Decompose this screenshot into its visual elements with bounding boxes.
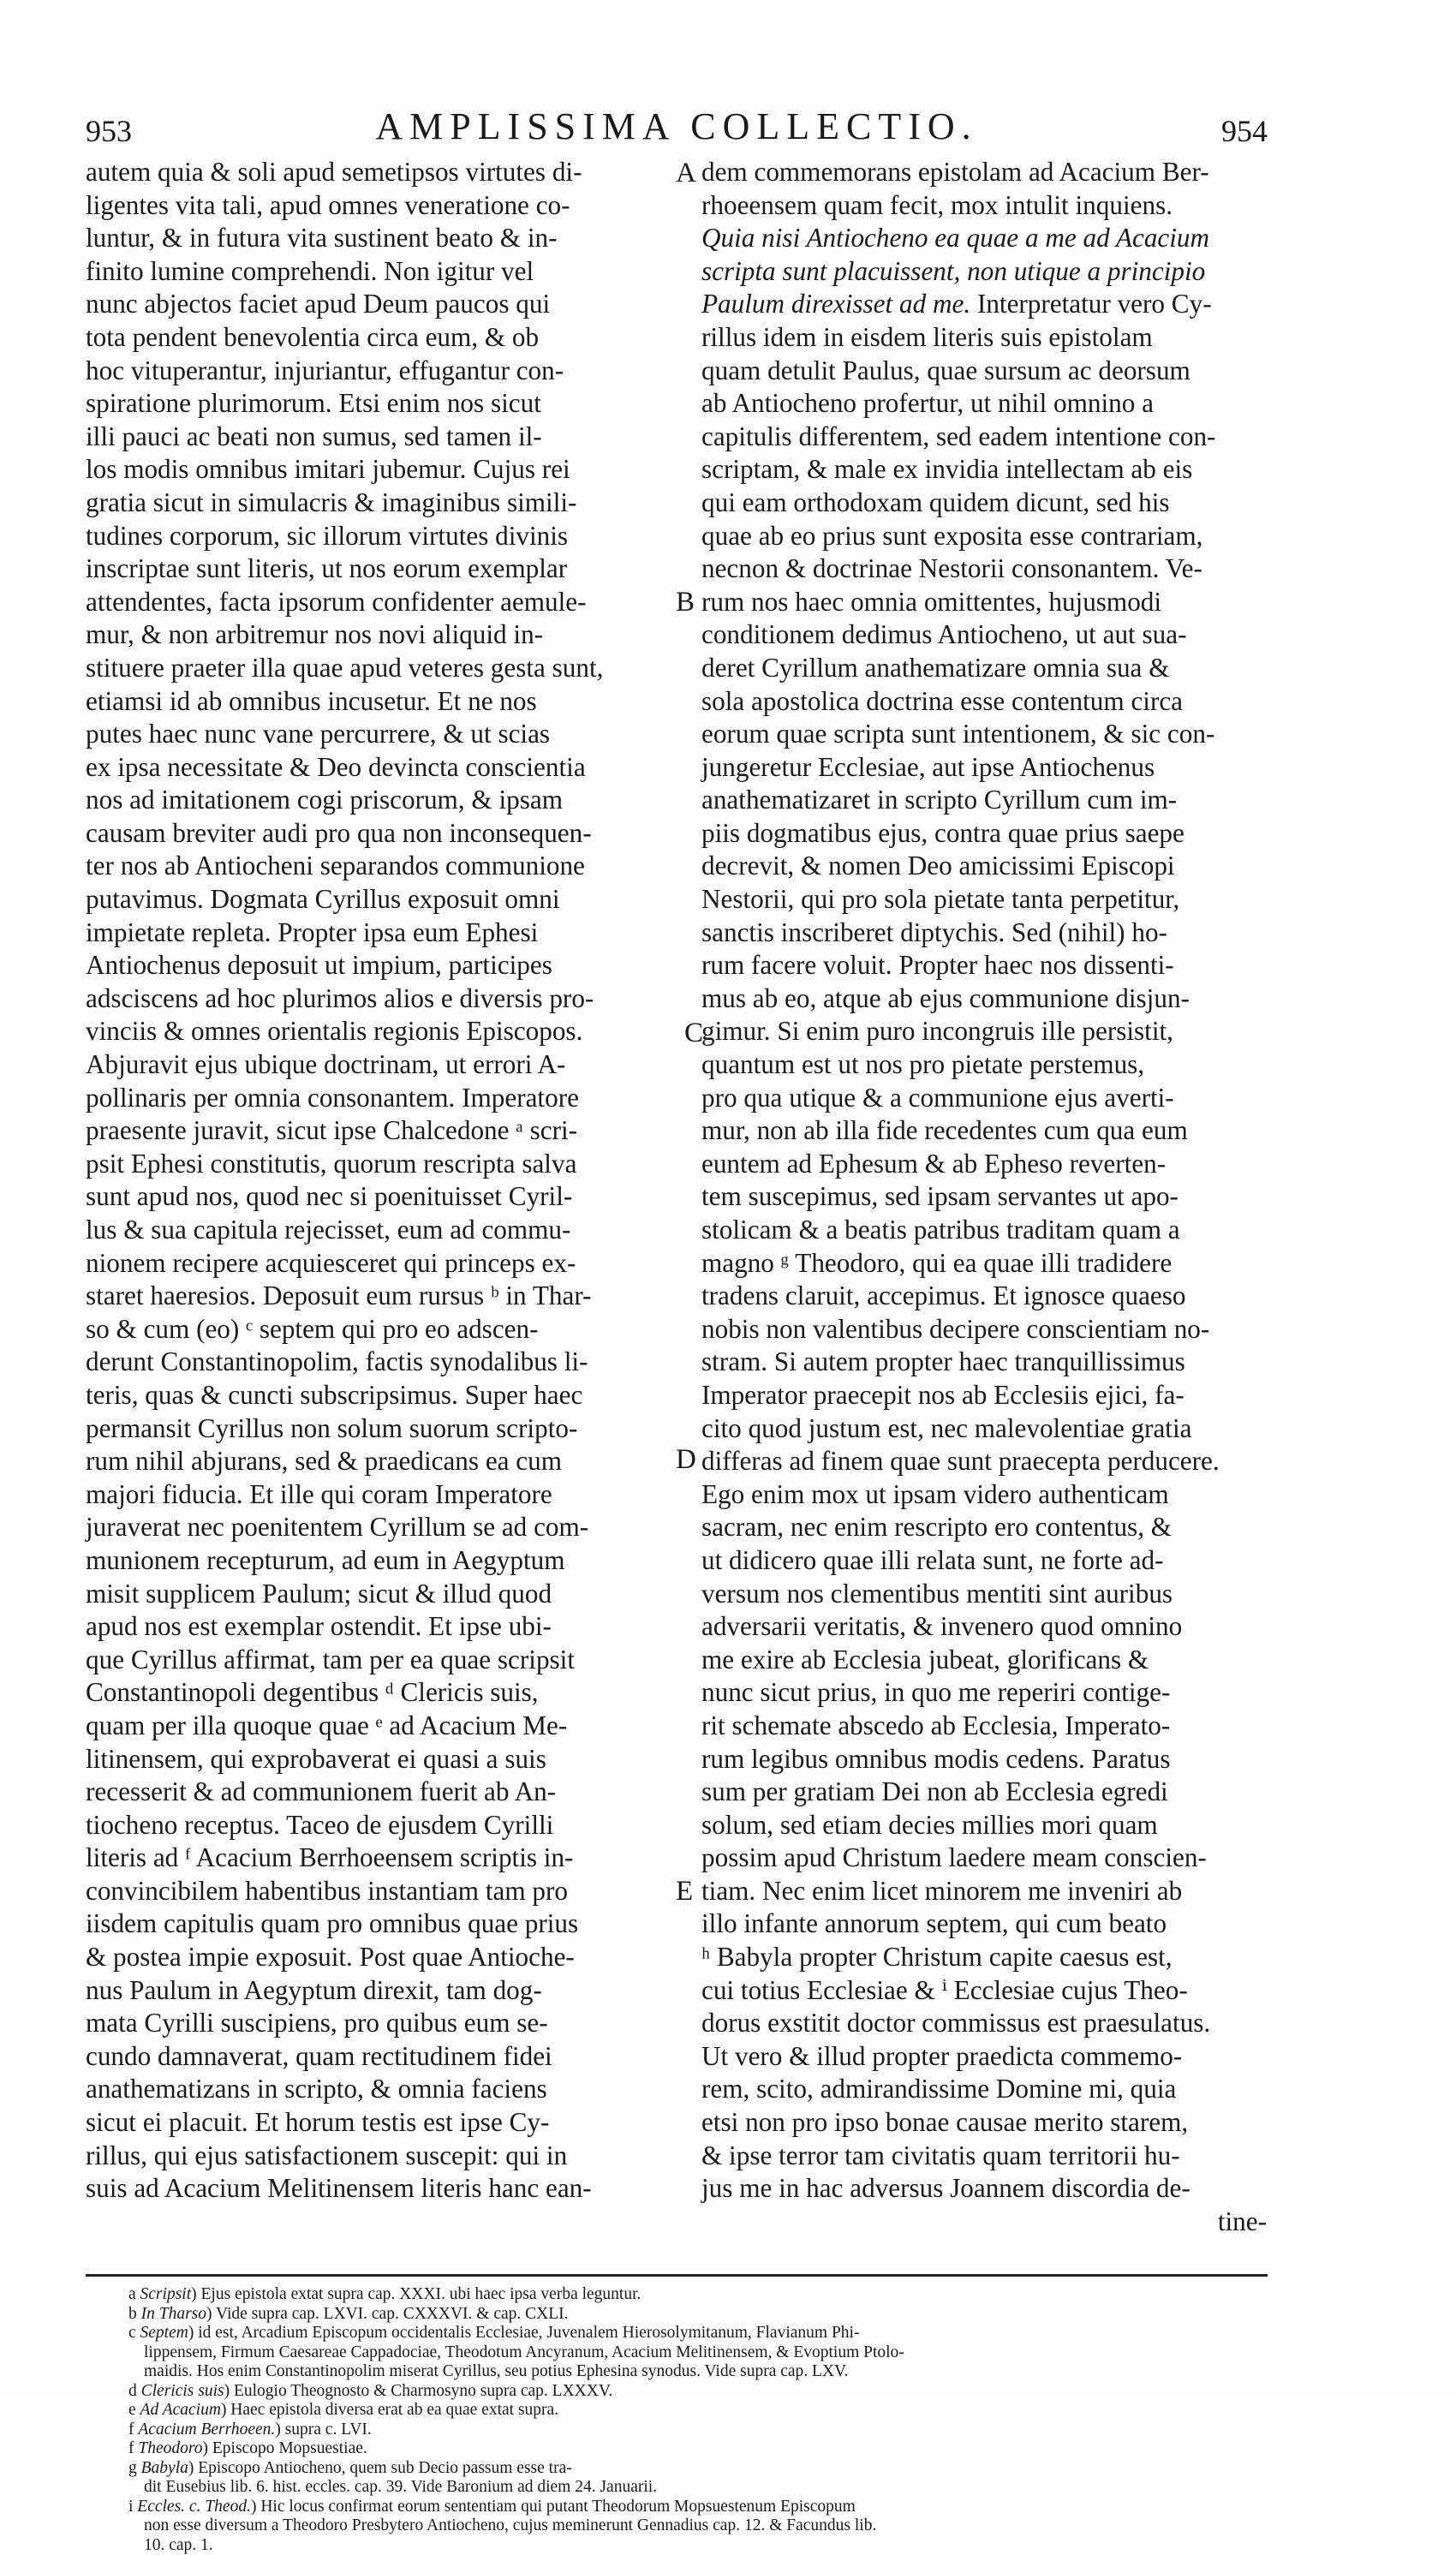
text-line: tiam. Nec enim licet minorem me inveniri ab — [701, 1875, 1267, 1908]
text-line: ter nos ab Antiocheni separandos communione — [86, 850, 649, 883]
footnote-text: dit Eusebius lib. 6. hist. eccles. cap. 39. Vide Baronium ad diem 24. Januarii. — [144, 2478, 657, 2496]
text-line: que Cyrillus affirmat, tam per ea quae scripsit — [86, 1644, 649, 1677]
text-line: etsi non pro ipso bonae causae merito starem, — [701, 2106, 1267, 2140]
text-line: necnon & doctrinae Nestorii consonantem. Ve- — [701, 552, 1267, 586]
text-line: euntem ad Ephesum & ab Epheso reverten- — [701, 1148, 1267, 1181]
footnote-key: g — [128, 2459, 141, 2477]
page-number-right: 954 — [1221, 113, 1268, 149]
text-line: majori fiducia. Et ille qui coram Imperatore — [86, 1478, 649, 1512]
text-line: capitulis differentem, sed eadem intentione con- — [701, 421, 1267, 454]
text-line: quantum est ut nos pro pietate perstemus, — [701, 1048, 1267, 1082]
text-line: tudines corporum, sic illorum virtutes divinis — [86, 520, 649, 553]
text-line: inscriptae sunt literis, ut nos eorum exemplar — [86, 552, 649, 586]
text-line: Ut vero & illud propter praedicta commemo- — [701, 2040, 1267, 2074]
text-line: rillus, qui ejus satisfactionem suscepit: qui in — [86, 2140, 649, 2173]
text-line: stram. Si autem propter haec tranquillissimus — [701, 1346, 1267, 1379]
text-line: putes haec nunc vane percurrere, & ut scias — [86, 718, 649, 751]
text-line: eorum quae scripta sunt intentionem, & sic con- — [701, 718, 1267, 751]
text-line: conditionem dedimus Antiocheno, ut aut sua- — [701, 618, 1267, 652]
text-line: nionem recipere acquiesceret qui princeps ex- — [86, 1247, 649, 1280]
text-line: mur, non ab illa fide recedentes cum qua eum — [701, 1114, 1267, 1148]
footnote-reference: Clericis suis — [141, 2382, 224, 2400]
text-line: cui totius Ecclesiae & ⁱ Ecclesiae cujus Theo- — [701, 1974, 1267, 2008]
text-line: rum legibus omnibus modis cedens. Paratus — [701, 1743, 1267, 1776]
text-line: & ipse terror tam civitatis quam territorii hu- — [701, 2140, 1267, 2173]
text-line: versum nos clementibus mentiti sint auribus — [701, 1578, 1267, 1611]
text-line: adsciscens ad hoc plurimos alios e diversis pro- — [86, 982, 649, 1016]
page-header — [86, 101, 1268, 152]
footnote-text: maidis. Hos enim Constantinopolim miserat Cyrillus, seu potius Ephesina synodus. Vide supra cap. LXV. — [144, 2362, 848, 2380]
footnote-text: ) supra c. LVI. — [275, 2421, 371, 2439]
footnote-reference: Septem — [140, 2324, 188, 2342]
text-line: sum per gratiam Dei non ab Ecclesia egredi — [701, 1776, 1267, 1809]
text-line: munionem recepturum, ad eum in Aegyptum — [86, 1544, 649, 1578]
text-line: praesente juravit, sicut ipse Chalcedone ᵃ scri- — [86, 1114, 649, 1148]
text-line: illo infante annorum septem, qui cum beato — [701, 1907, 1267, 1941]
footnote-key: c — [128, 2324, 140, 2342]
text-line: jungeretur Ecclesiae, aut ipse Antiochenus — [701, 751, 1267, 785]
text-line: staret haeresios. Deposuit eum rursus ᵇ in Thar- — [86, 1280, 649, 1313]
text-line: nunc sicut prius, in quo me reperiri contige- — [701, 1676, 1267, 1710]
text-line: Antiochenus deposuit ut impium, participes — [86, 949, 649, 982]
text-line — [701, 288, 1267, 321]
footnote-reference: Scripsit — [140, 2285, 192, 2303]
footnote-key: b — [128, 2305, 141, 2323]
text-line: mus ab eo, atque ab ejus communione disjun- — [701, 982, 1267, 1016]
text-line: litinensem, qui exprobaverat ei quasi a suis — [86, 1743, 649, 1776]
text-line: attendentes, facta ipsorum confidenter aemule- — [86, 586, 649, 619]
text-line: mur, & non arbitremur nos novi aliquid in- — [86, 618, 649, 652]
footnote-key: e — [128, 2401, 140, 2419]
text-line: suis ad Acacium Melitinensem literis hanc ean- — [86, 2172, 649, 2206]
footnote-text: ) Hic locus confirmat eorum sententiam qui putant Theodorum Mopsuestenum Episcopum — [251, 2498, 856, 2516]
text-line: rit schemate abscedo ab Ecclesia, Imperato- — [701, 1710, 1267, 1743]
footnote-reference: Theodoro — [138, 2439, 202, 2457]
page-number-left: 953 — [86, 113, 132, 149]
text-line: finito lumine comprehendi. Non igitur vel — [86, 255, 649, 289]
text-line: tiocheno receptus. Taceo de ejusdem Cyrilli — [86, 1809, 649, 1842]
footnote — [128, 2536, 1259, 2555]
text-line: Constantinopoli degentibus ᵈ Clericis suis, — [86, 1676, 649, 1710]
footnote-text: ) Haec epistola diversa erat ab ea quae extat supra. — [221, 2401, 558, 2419]
text-line: psit Ephesi constitutis, quorum rescripta salva — [86, 1148, 649, 1181]
text-line: ut didicero quae illi relata sunt, ne forte ad- — [701, 1544, 1267, 1578]
text-line: Abjuravit ejus ubique doctrinam, ut errori A- — [86, 1048, 649, 1082]
text-line: decrevit, & nomen Deo amicissimi Episcopi — [701, 850, 1267, 883]
footnote-text: ) id est, Arcadium Episcopum occidentalis Ecclesiae, Juvenalem Hierosolymitanum, Flavianum Phi- — [188, 2324, 860, 2342]
text-line: vinciis & omnes orientalis regionis Episcopos. — [86, 1015, 649, 1048]
footnote-reference: Babyla — [141, 2459, 188, 2477]
text-line: mata Cyrilli suscipiens, pro quibus eum se- — [86, 2007, 649, 2040]
text-line: sicut ei placuit. Et horum testis est ipse Cy- — [86, 2106, 649, 2140]
text-line: rum nos haec omnia omittentes, hujusmodi — [701, 586, 1267, 619]
text-line: Quia nisi Antiocheno ea quae a me ad Acacium — [701, 222, 1267, 255]
text-line: tradens claruit, accepimus. Et ignosce quaeso — [701, 1280, 1267, 1313]
text-line: differas ad finem quae sunt praecepta perducere. — [701, 1445, 1267, 1478]
text-line: possim apud Christum laedere meam conscien- — [701, 1842, 1267, 1875]
text-line: magno ᵍ Theodoro, qui ea quae illi tradidere — [701, 1247, 1267, 1280]
text-line: recesserit & ad communionem fuerit ab An- — [86, 1776, 649, 1809]
footnote-reference: Ad Acacium — [140, 2401, 221, 2419]
text-line: permansit Cyrillus non solum suorum scripto- — [86, 1412, 649, 1446]
footnote — [128, 2343, 1259, 2363]
text-line: sanctis inscriberet diptychis. Sed (nihil) ho- — [701, 916, 1267, 950]
text-line: etiamsi id ab omnibus incusetur. Et ne nos — [86, 685, 649, 719]
text-line: cundo damnaverat, quam rectitudinem fidei — [86, 2040, 649, 2074]
footnote-text: ) Eulogio Theognosto & Charmosyno supra cap. LXXXV. — [224, 2382, 613, 2400]
footnote-text: lippensem, Firmum Caesareae Cappadociae, Theodotum Ancyranum, Acacium Melitinensem, & Evoptium Ptolo- — [144, 2343, 904, 2361]
footnote — [128, 2305, 1259, 2325]
text-line: tota pendent benevolentia circa eum, & ob — [86, 321, 649, 355]
margin-letter-e: E — [676, 1876, 693, 1907]
text-line: scripta sunt placuissent, non utique a principio — [701, 255, 1267, 289]
footnote — [128, 2498, 1259, 2517]
footnote — [128, 2439, 1259, 2459]
text-line: stolicam & a beatis patribus traditam quam a — [701, 1214, 1267, 1247]
footnote-reference: Eccles. c. Theod. — [137, 2498, 251, 2516]
text-line: adversarii veritatis, & invenero quod omnino — [701, 1610, 1267, 1644]
text-line: gratia sicut in simulacris & imaginibus simili- — [86, 487, 649, 520]
footnote — [128, 2478, 1259, 2498]
text-line: pollinaris per omnia consonantem. Imperatore — [86, 1082, 649, 1115]
text-line: autem quia & soli apud semetipsos virtutes di- — [86, 156, 649, 189]
text-line: sunt apud nos, quod nec si poenituisset Cyril- — [86, 1180, 649, 1214]
text-line: Imperator praecepit nos ab Ecclesiis ejici, fa- — [701, 1379, 1267, 1412]
text-line: solum, sed etiam decies millies mori quam — [701, 1809, 1267, 1842]
text-line: rum nihil abjurans, sed & praedicans ea cum — [86, 1445, 649, 1478]
text-line: ab Antiocheno profertur, ut nihil omnino a — [701, 387, 1267, 421]
text-line: convincibilem habentibus instantiam tam pro — [86, 1875, 649, 1908]
footnote — [128, 2516, 1259, 2536]
text-line: tine- — [701, 2206, 1267, 2239]
text-line: ligentes vita tali, apud omnes veneratione co- — [86, 189, 649, 223]
text-line: literis ad ᶠ Acacium Berrhoeensem scriptis in- — [86, 1842, 649, 1875]
text-line: iisdem capitulis quam pro omnibus quae prius — [86, 1907, 649, 1941]
text-line: impietate repleta. Propter ipsa eum Ephesi — [86, 916, 649, 950]
text-line: causam breviter audi pro qua non inconsequen- — [86, 817, 649, 851]
text-line: lus & sua capitula rejecisset, eum ad commu- — [86, 1214, 649, 1247]
footnote-text: ) Episcopo Mopsuestiae. — [203, 2439, 367, 2457]
text-line: spiratione plurimorum. Etsi enim nos sicut — [86, 387, 649, 421]
text-line: gimur. Si enim puro incongruis ille persistit, — [701, 1015, 1267, 1048]
footnote-key: d — [128, 2382, 141, 2400]
text-line: rum facere voluit. Propter haec nos dissenti- — [701, 949, 1267, 982]
text-line: rillus idem in eisdem literis suis epistolam — [701, 321, 1267, 355]
text-line: tem suscepimus, sed ipsam servantes ut apo- — [701, 1180, 1267, 1214]
roman-text: Interpretatur vero Cy- — [970, 289, 1211, 319]
text-line: ex ipsa necessitate & Deo devincta conscientia — [86, 751, 649, 785]
text-line: juraverat nec poenitentem Cyrillum se ad com- — [86, 1511, 649, 1544]
text-line: dem commemorans epistolam ad Acacium Ber- — [701, 156, 1267, 189]
footnote-reference: Acacium Berrhoeen. — [138, 2421, 275, 2439]
text-line: quae ab eo prius sunt exposita esse contrariam, — [701, 520, 1267, 553]
text-line: ʰ Babyla propter Christum capite caesus est, — [701, 1941, 1267, 1974]
footnote-key: i — [128, 2498, 137, 2516]
footnote-key: f — [128, 2439, 138, 2457]
text-line: los modis omnibus imitari jubemur. Cujus rei — [86, 453, 649, 487]
italic-text: Paulum direxisset ad me. — [701, 289, 970, 319]
footnote — [128, 2421, 1259, 2440]
footnote — [128, 2401, 1259, 2421]
footnote-text: ) Ejus epistola extat supra cap. XXXI. ubi haec ipsa verba leguntur. — [191, 2285, 641, 2303]
text-line: derunt Constantinopolim, factis synodalibus li- — [86, 1346, 649, 1379]
text-line: stituere praeter illa quae apud veteres gesta sunt, — [86, 652, 649, 685]
footnote — [128, 2324, 1259, 2343]
footnote-text: ) Vide supra cap. LXVI. cap. CXXXVI. & cap. CXLI. — [206, 2305, 568, 2323]
text-line: Ego enim mox ut ipsam videro authenticam — [701, 1478, 1267, 1512]
text-line: pro qua utique & a communione ejus averti- — [701, 1082, 1267, 1115]
text-line: quam detulit Paulus, quae sursum ac deorsum — [701, 355, 1267, 388]
text-line: putavimus. Dogmata Cyrillus exposuit omni — [86, 883, 649, 916]
text-line: anathematizans in scripto, & omnia faciens — [86, 2073, 649, 2106]
footnote-rule — [86, 2274, 1268, 2277]
text-line: deret Cyrillum anathematizare omnia sua & — [701, 652, 1267, 685]
footnote-text: non esse diversum a Theodoro Presbytero Antiocheno, cujus meminerunt Gennadius cap. 12. & Facundus lib. — [144, 2516, 876, 2534]
text-line: rem, scito, admirandissime Domine mi, quia — [701, 2073, 1267, 2106]
margin-letter-b: B — [676, 587, 695, 618]
footnote-key: a — [128, 2285, 140, 2303]
text-line: Nestorii, qui pro sola pietate tanta perpetitur, — [701, 883, 1267, 916]
text-line: quam per illa quoque quae ᵉ ad Acacium Me- — [86, 1710, 649, 1743]
footnote — [128, 2459, 1259, 2479]
text-line: luntur, & in futura vita sustinent beato & in- — [86, 222, 649, 255]
text-line: nobis non valentibus decipere conscientiam no- — [701, 1313, 1267, 1346]
text-line: apud nos est exemplar ostendit. Et ipse ubi- — [86, 1610, 649, 1644]
footnote-reference: In Tharso — [141, 2305, 206, 2323]
text-line: qui eam orthodoxam quidem dicunt, sed his — [701, 487, 1267, 520]
margin-letter-c: C — [684, 1018, 703, 1049]
text-line: nus Paulum in Aegyptum direxit, tam dog- — [86, 1974, 649, 2008]
text-line: hoc vituperantur, injuriantur, effugantur con- — [86, 355, 649, 388]
text-line: teris, quas & cuncti subscripsimus. Super haec — [86, 1379, 649, 1412]
running-title: AMPLISSIMA COLLECTIO. — [86, 104, 1268, 148]
text-line: me exire ab Ecclesia jubeat, glorificans & — [701, 1644, 1267, 1677]
text-line: anathematizaret in scripto Cyrillum cum im- — [701, 784, 1267, 817]
right-column — [701, 156, 1267, 2238]
text-line: illi pauci ac beati non sumus, sed tamen il- — [86, 421, 649, 454]
text-line: sola apostolica doctrina esse contentum circa — [701, 685, 1267, 719]
text-line: piis dogmatibus ejus, contra quae prius saepe — [701, 817, 1267, 851]
text-line: jus me in hac adversus Joannem discordia de- — [701, 2172, 1267, 2206]
text-line: nunc abjectos faciet apud Deum paucos qui — [86, 288, 649, 321]
text-line: sacram, nec enim rescripto ero contentus, & — [701, 1511, 1267, 1544]
footnote-key: f — [128, 2421, 138, 2439]
text-line: rhoeensem quam fecit, mox intulit inquiens. — [701, 189, 1267, 223]
footnotes — [128, 2285, 1259, 2555]
left-column — [86, 156, 649, 2206]
margin-letter-d: D — [676, 1444, 696, 1476]
text-line: so & cum (eo) ᶜ septem qui pro eo adscen- — [86, 1313, 649, 1346]
text-line: scriptam, & male ex invidia intellectam ab eis — [701, 453, 1267, 487]
text-line: cito quod justum est, nec malevolentiae gratia — [701, 1412, 1267, 1446]
footnote-text: ) Episcopo Antiocheno, quem sub Decio passum esse tra- — [188, 2459, 572, 2477]
text-line: misit supplicem Paulum; sicut & illud quod — [86, 1578, 649, 1611]
footnote — [128, 2285, 1259, 2305]
footnote — [128, 2362, 1259, 2382]
margin-letter-a: A — [676, 158, 696, 189]
text-line: nos ad imitationem cogi priscorum, & ipsam — [86, 784, 649, 817]
text-line: & postea impie exposuit. Post quae Antioche- — [86, 1941, 649, 1974]
footnote-text: 10. cap. 1. — [144, 2536, 213, 2554]
text-line: dorus exstitit doctor commissus est praesulatus. — [701, 2007, 1267, 2040]
